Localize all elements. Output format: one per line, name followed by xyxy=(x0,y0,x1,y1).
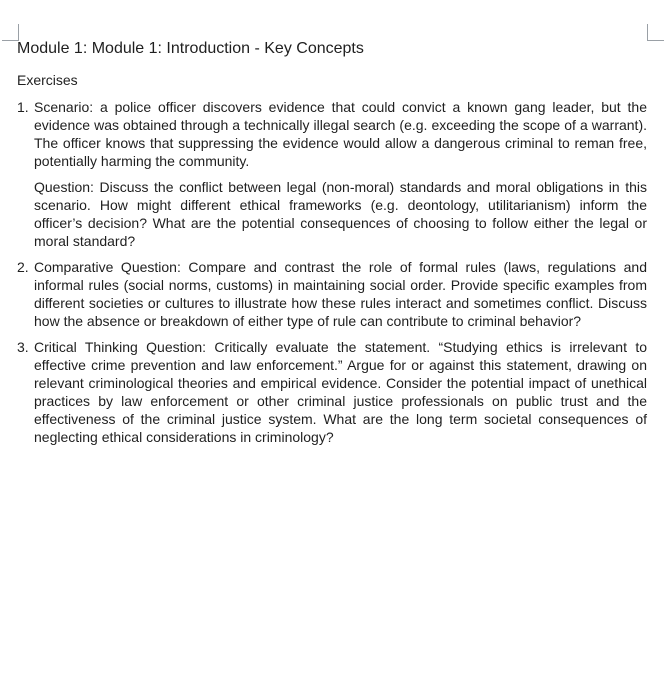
section-heading: Exercises xyxy=(17,72,78,88)
exercise-item-1 xyxy=(17,98,647,250)
exercise-number: 1. xyxy=(17,99,29,115)
exercise-scenario-paragraph: Scenario: a police officer discovers evidence that could convict a known gang leader, but the evidence was obtained through a technically illegal search (e.g. exceeding the scope of a warrant). The officer knows that suppressing the evidence would allow a dangerous criminal to reman free, potentially harming the community. xyxy=(34,99,647,169)
exercise-paragraph: Critical Thinking Question: Critically evaluate the statement. “Studying ethics is irrelevant to effective crime prevention and law enforcement.” Argue for or against this statement, drawing on relevant criminological theories and empirical evidence. Consider the potential impact of unethical practices by law enforcement or other criminal justice professionals on public trust and the effectiveness of the criminal justice system. What are the long term societal consequences of neglecting ethical considerations in criminology? xyxy=(34,339,647,445)
document-body[interactable] xyxy=(17,38,647,454)
exercise-item-3 xyxy=(17,338,647,446)
exercise-number: 2. xyxy=(17,259,29,275)
exercise-number: 3. xyxy=(17,339,29,355)
exercise-paragraph: Comparative Question: Compare and contrast the role of formal rules (laws, regulations and informal rules (social norms, customs) in maintaining social order. Provide specific examples from different societies or cultures to illustrate how these rules interact and sometimes conflict. Discuss how the absence or breakdown of either type of rule can contribute to criminal behavior? xyxy=(34,259,647,329)
top-right-margin-mark xyxy=(647,24,664,41)
exercise-list xyxy=(17,98,647,446)
exercise-question-paragraph: Question: Discuss the conflict between legal (non-moral) standards and moral obligations in this scenario. How might different ethical frameworks (e.g. deontology, utilitarianism) inform the officer’s decision? What are the potential consequences of choosing to follow either the legal or moral standard? xyxy=(34,179,647,249)
exercise-item-2 xyxy=(17,258,647,330)
document-title: Module 1: Module 1: Introduction - Key Concepts xyxy=(17,40,364,57)
